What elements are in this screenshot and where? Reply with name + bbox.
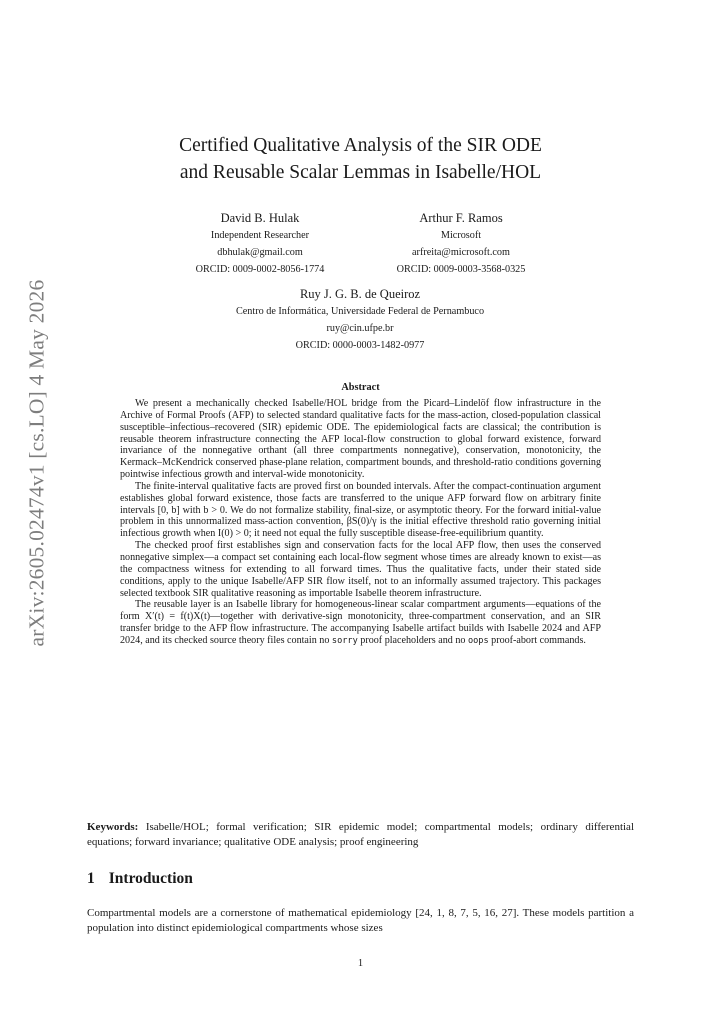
page-number: 1 [357, 958, 364, 969]
abstract-paragraph-4-text: proof placeholders and no [357, 634, 468, 646]
keywords-block [87, 820, 634, 849]
title-line-2: and Reusable Scalar Lemmas in Isabelle/HOL [179, 162, 542, 183]
author-affiliation: Independent Researcher [210, 230, 310, 241]
author-name: Arthur F. Ramos [419, 211, 503, 225]
author-affiliation: Microsoft [440, 230, 482, 241]
abstract-paragraph-4-text: The reusable layer is an Isabelle library for homogeneous-linear scalar compartment arguments—equations of the form X′(t) = f(t)X(t)—together with derivative-sign monotonicity, three-compartment conservation, and an SIR transfer bridge to the AFP flow infrastructure. The accompanying Isabelle artifact builds with Isabelle 2024 and AFP 2024, and its checked source theory files contain no [120, 599, 601, 646]
abstract-paragraph-4 [120, 599, 601, 647]
section-number: 1 [87, 870, 95, 887]
author-orcid: ORCID: 0009-0002-8056-1774 [195, 264, 325, 275]
abstract-paragraph-1: We present a mechanically checked Isabelle/HOL bridge from the Picard–Lindelöf flow infrastructure in the Archive of Formal Proofs (AFP) to selected standard qualitative facts for the mass-action, closed-population classical susceptible–infectious–recovered (SIR) epidemic ODE. The epidemiological facts are classical; the contribution is reusable theorem infrastructure connecting the AFP local-flow construction to global forward existence, forward invariance of the nonnegative orthant (all three compartments nonnegative), conservation, monotonicity, the Kermack–McKendrick conserved phase-plane relation, compartment bounds, and threshold-ratio conditions governing pointwise infectious growth and interval-wide monotonicity. [120, 398, 601, 481]
author-orcid: ORCID: 0000-0003-1482-0977 [295, 340, 425, 351]
author-block-de-queiroz [150, 285, 570, 354]
code-keyword-oops: oops [467, 635, 489, 646]
section-heading-introduction [87, 870, 193, 888]
author-block-ramos [361, 209, 561, 278]
title-line-1: Certified Qualitative Analysis of the SIR ODE [179, 135, 542, 156]
author-name: David B. Hulak [220, 211, 300, 225]
keywords-label: Keywords: [87, 821, 139, 833]
abstract-heading: Abstract [341, 382, 380, 393]
paper-title [0, 132, 721, 186]
code-keyword-sorry: sorry [331, 635, 358, 646]
author-affiliation: Centro de Informática, Universidade Federal de Pernambuco [235, 306, 485, 317]
abstract-body [120, 398, 601, 648]
abstract-paragraph-2: The finite-interval qualitative facts are proved first on bounded intervals. After the compact-continuation argument establishes global forward existence, those facts are transferred to the unique AFP forward flow on arbitrary finite intervals [0, b] with b > 0. We do not formalize stability, final-size, or asymptotic theory. For the forward initial-value problem in this unnormalized mass-action convention, βS(0)/γ is the initial effective threshold ratio governing initial infectious growth when I(0) > 0; it need not equal the fully susceptible disease-free-equilibrium quantity. [120, 480, 601, 540]
author-email: dbhulak@gmail.com [217, 247, 303, 258]
author-email: ruy@cin.ufpe.br [326, 323, 394, 334]
keywords-text: Isabelle/HOL; formal verification; SIR epidemic model; compartmental models; ordinary differential equations; forward invariance; qualitative ODE analysis; proof engineering [87, 821, 634, 848]
abstract-paragraph-3: The checked proof first establishes sign and conservation facts for the local AFP flow, then uses the conserved nonnegative simplex—a compact set containing each local-flow segment whose times are already known to exist—as the compactness witness for extending to all forward times. Thus the qualitative facts, under their stated side conditions, apply to the unique Isabelle/AFP SIR flow itself, not to an informally assumed trajectory. This packages selected textbook SIR qualitative reasoning as importable Isabelle theorem infrastructure. [120, 540, 601, 599]
arxiv-identifier-stamp: arXiv:2605.02474v1 [cs.LO] 4 May 2026 [24, 279, 49, 647]
abstract-paragraph-4-text: proof-abort commands. [488, 634, 586, 646]
author-block-hulak [160, 209, 360, 278]
author-name: Ruy J. G. B. de Queiroz [299, 287, 421, 301]
section-title: Introduction [108, 870, 193, 887]
author-email: arfreita@microsoft.com [412, 247, 510, 258]
introduction-text: Compartmental models are a cornerstone of mathematical epidemiology [24, 1, 8, 7, 5, 16, 27]. These models partition a population into distinct epidemiological compartments whose sizes [87, 907, 634, 934]
author-orcid: ORCID: 0009-0003-3568-0325 [396, 264, 526, 275]
